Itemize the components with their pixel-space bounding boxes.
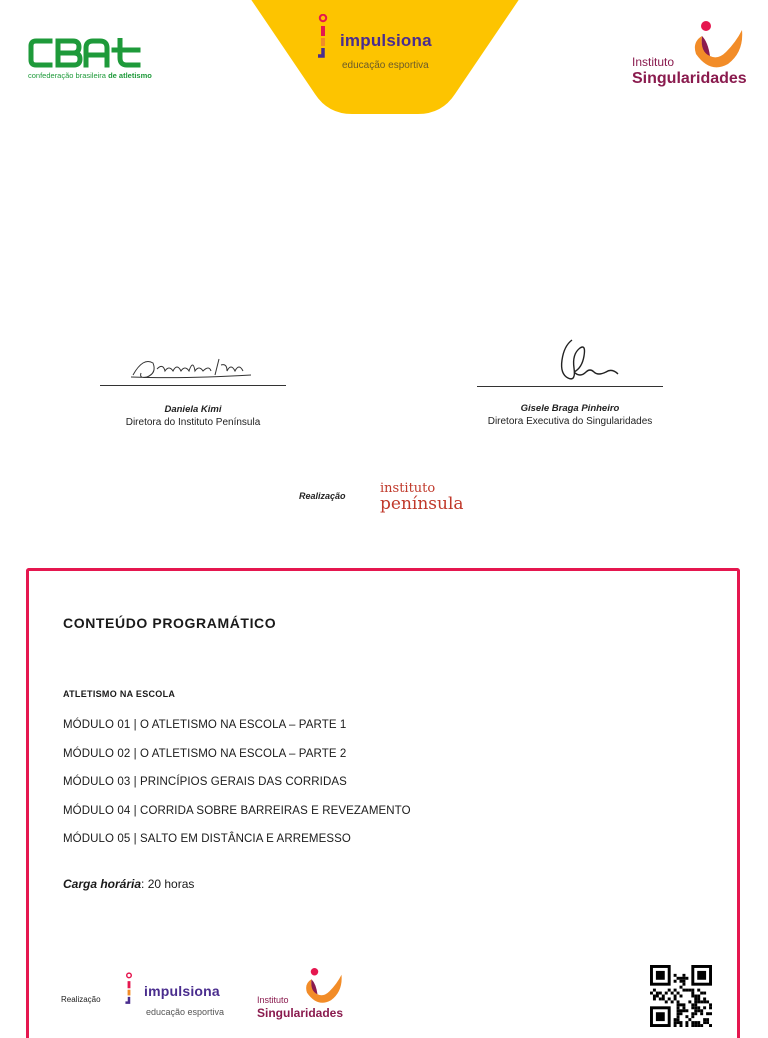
signer-name: Daniela Kimi [164, 404, 222, 415]
peninsula-line2: península [380, 494, 464, 514]
module-item: MÓDULO 02 | O ATLETISMO NA ESCOLA – PARTE 2 [63, 747, 347, 760]
impulsiona-mark-icon [124, 971, 134, 1007]
signature-block-2 [470, 338, 670, 427]
workload-value: : 20 horas [141, 877, 195, 891]
signature-image [510, 338, 630, 386]
singularidades-flame-icon [688, 20, 744, 70]
program-title: CONTEÚDO PROGRAMÁTICO [63, 615, 277, 631]
signature-block-1 [93, 345, 293, 428]
impulsiona-logo [316, 14, 456, 74]
signature-line [100, 385, 286, 386]
module-item: MÓDULO 04 | CORRIDA SOBRE BARREIRAS E REVEZAMENTO [63, 804, 411, 817]
singularidades-line1: Instituto [632, 55, 675, 69]
impulsiona-wordmark: impulsiona [144, 983, 220, 999]
impulsiona-tagline: educação esportiva [342, 60, 429, 71]
signer-role: Diretora Executiva do Singularidades [487, 416, 653, 427]
course-name: ATLETISMO NA ESCOLA [63, 689, 176, 699]
program-content-card [26, 568, 740, 1038]
module-item: MÓDULO 01 | O ATLETISMO NA ESCOLA – PARTE 1 [63, 719, 347, 731]
instituto-peninsula-logo [380, 482, 464, 513]
impulsiona-tagline: educação esportiva [146, 1007, 225, 1017]
cbat-logo [28, 38, 158, 84]
signer-role: Diretora do Instituto Península [125, 417, 261, 428]
cbat-wordmark-icon [28, 38, 148, 68]
singularidades-line2: Singularidades [632, 70, 747, 87]
workload-label: Carga horária [63, 877, 142, 891]
singularidades-line1: Instituto [257, 995, 289, 1005]
signature-image [123, 345, 263, 385]
footer-singularidades-logo [255, 967, 355, 1025]
singularidades-logo [628, 20, 758, 92]
impulsiona-mark-icon [316, 14, 330, 60]
qr-code-icon [639, 965, 723, 1027]
cbat-subtitle: confederação brasileira de atletismo [28, 71, 152, 80]
module-item: MÓDULO 03 | PRINCÍPIOS GERAIS DAS CORRIDAS [63, 776, 347, 788]
footer-realizacao-label: Realização [61, 995, 101, 1004]
realizacao-label: Realização [299, 491, 346, 501]
signature-line [477, 386, 663, 387]
module-item: MÓDULO 05 | SALTO EM DISTÂNCIA E ARREMESSO [63, 833, 351, 845]
workload [63, 877, 194, 891]
module-list [63, 719, 411, 862]
singularidades-flame-icon [301, 967, 343, 1005]
singularidades-line2: Singularidades [257, 1006, 344, 1020]
peninsula-line1: instituto [380, 481, 436, 496]
signer-name: Gisele Braga Pinheiro [520, 403, 620, 414]
footer-impulsiona-logo [124, 969, 244, 1025]
impulsiona-wordmark: impulsiona [340, 31, 432, 50]
